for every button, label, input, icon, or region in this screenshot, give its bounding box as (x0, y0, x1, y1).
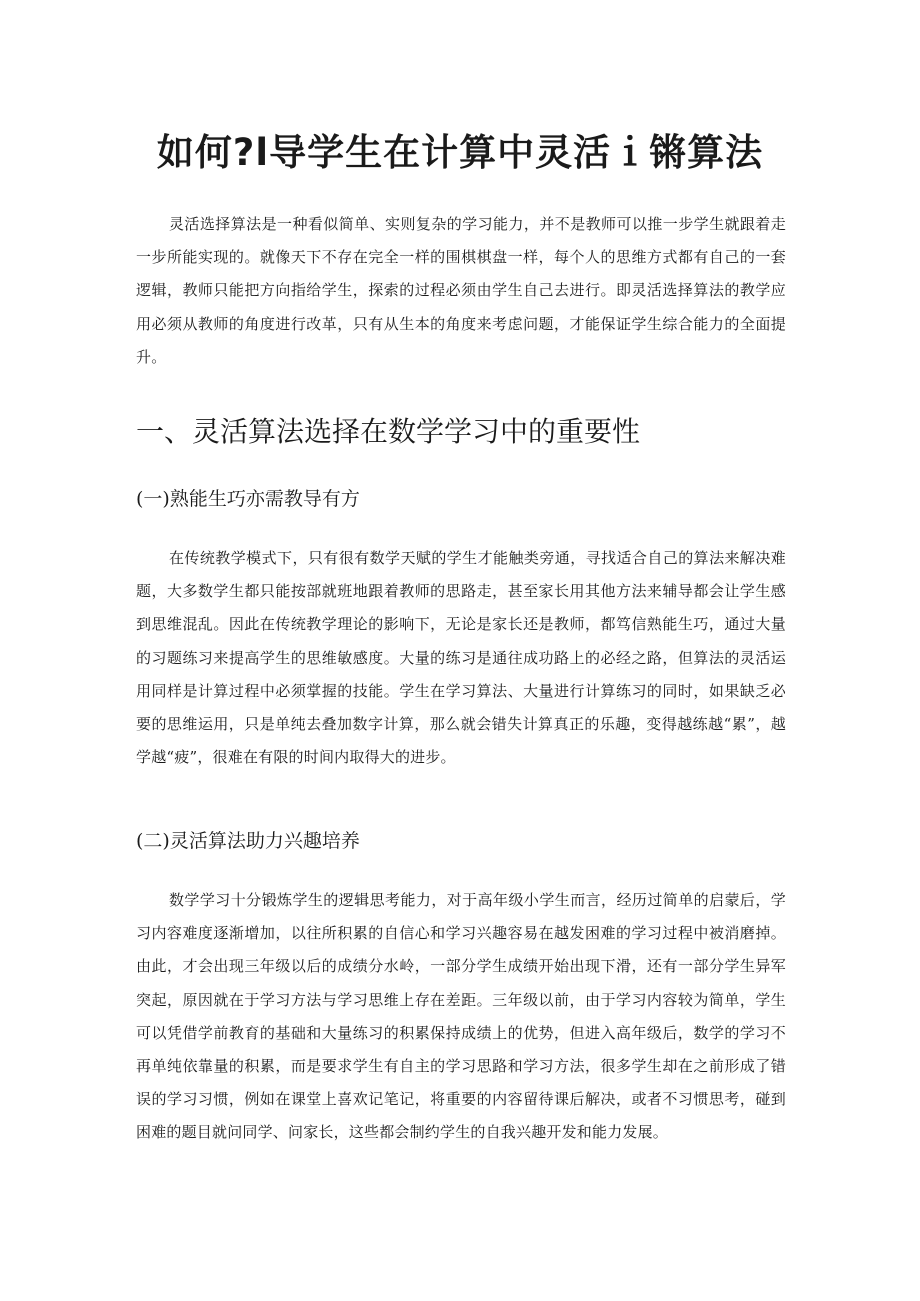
intro-paragraph: 灵活选择算法是一种看似简单、实则复杂的学习能力，并不是教师可以推一步学生就跟着走一步所能实现的。就像天下不存在完全一样的围棋棋盘一样，每个人的思维方式都有自己的一套逻辑，教师只能把方向指给学生，探索的过程必须由学生自己去进行。即灵活选择算法的教学应用必须从教师的角度进行改革，只有从生本的角度来考虑问题，才能保证学生综合能力的全面提升。 (136, 215, 786, 366)
subsection-heading-1: (一)熟能生巧亦需教导有方 (136, 488, 360, 510)
section-heading: 一、灵活算法选择在数学学习中的重要性 (136, 415, 641, 448)
subsection-2-paragraph: 数学学习十分锻炼学生的逻辑思考能力，对于高年级小学生而言，经历过简单的启蒙后，学习内容难度逐渐增加，以往所积累的自信心和学习兴趣容易在越发困难的学习过程中被消磨掉。由此，才会出现三年级以后的成绩分水岭，一部分学生成绩开始出现下滑，还有一部分学生异军突起，原因就在于学习方法与学习思维上存在差距。三年级以前，由于学习内容较为简单，学生可以凭借学前教育的基础和大量练习的积累保持成绩上的优势，但进入高年级后，数学的学习不再单纯依靠量的积累，而是要求学生有自主的学习思路和学习方法，很多学生却在之前形成了错误的学习习惯，例如在课堂上喜欢记笔记，将重要的内容留待课后解决，或者不习惯思考，碰到困难的题目就问同学、问家长，这些都会制约学生的自我兴趣开发和能力发展。 (136, 891, 786, 1142)
subsection-1-paragraph: 在传统教学模式下，只有很有数学天赋的学生才能触类旁通，寻找适合自己的算法来解决难题，大多数学生都只能按部就班地跟着教师的思路走，甚至家长用其他方法来辅导都会让学生感到思维混乱。因此在传统教学理论的影响下，无论是家长还是教师，都笃信熟能生巧，通过大量的习题练习来提高学生的思维敏感度。大量的练习是通往成功路上的必经之路，但算法的灵活运用同样是计算过程中必须掌握的技能。学生在学习算法、大量进行计算练习的同时，如果缺乏必要的思维运用，只是单纯去叠加数字计算，那么就会错失计算真正的乐趣，变得越练越“累”，越学越“疲”，很难在有限的时间内取得大的进步。 (136, 549, 786, 767)
subsection-heading-2: (二)灵活算法助力兴趣培养 (136, 830, 360, 852)
document-title: 如何?l导学生在计算中灵活ｉ锵算法 (156, 131, 764, 174)
